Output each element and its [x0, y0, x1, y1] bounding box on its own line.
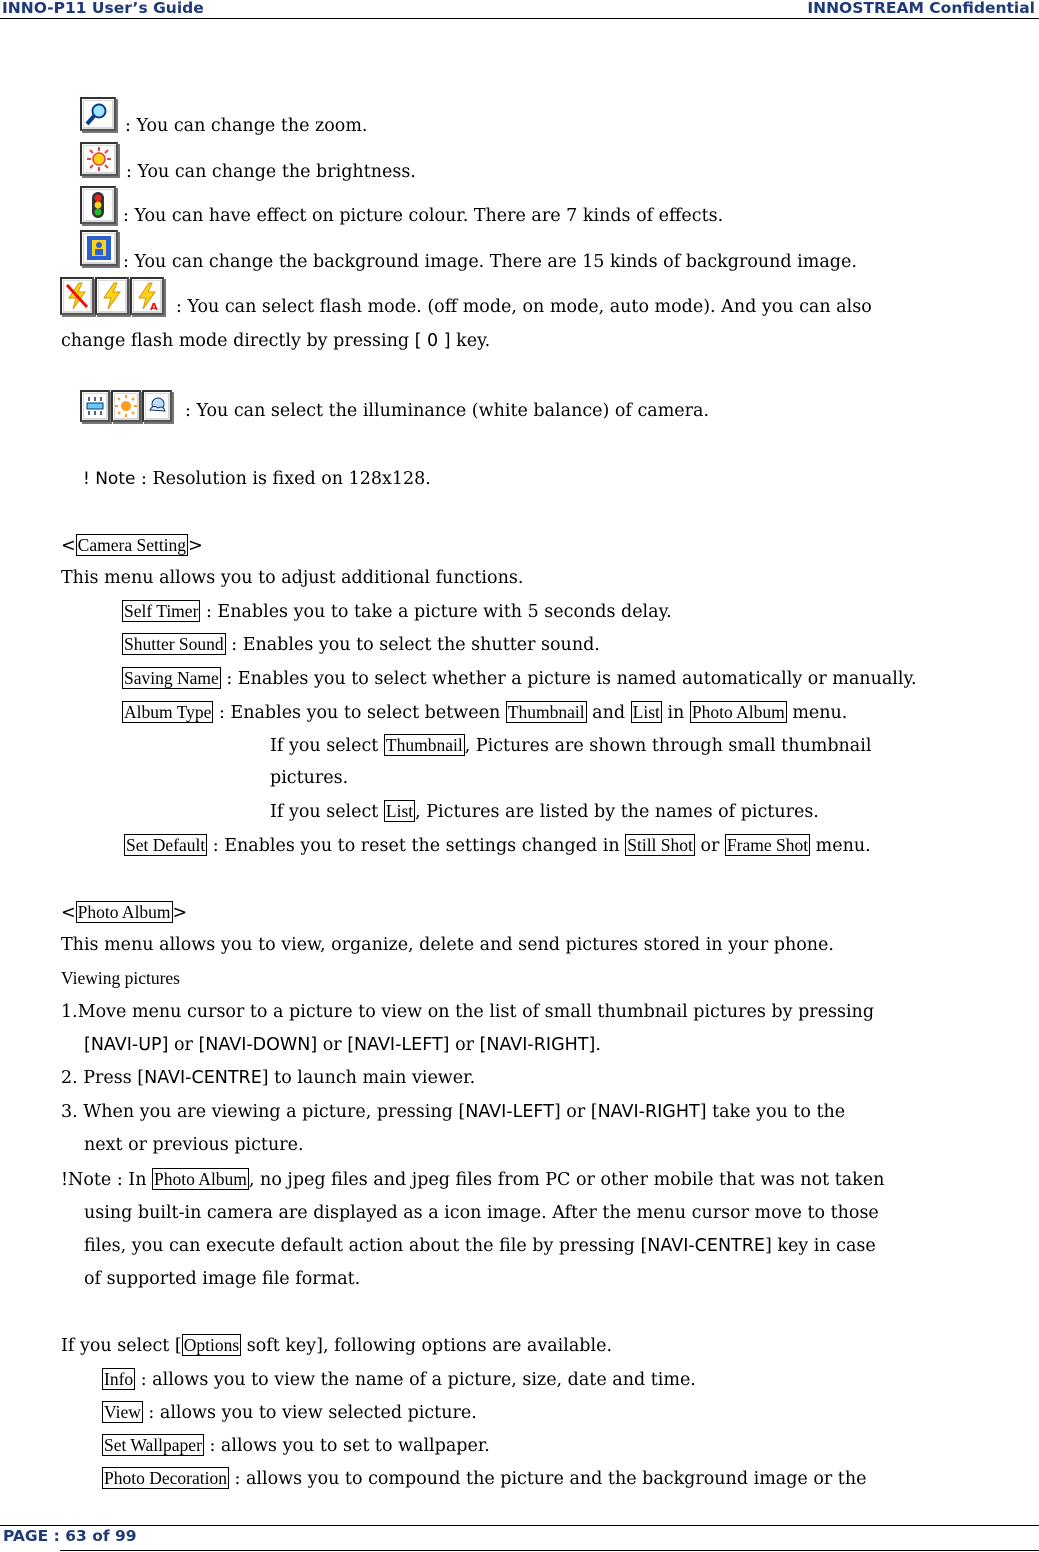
thumbnail-line-cont: pictures.	[270, 768, 349, 788]
shutter-sound-item: Shutter Sound : Enables you to select the shutter sound.	[124, 634, 600, 655]
wb-fluorescent-icon	[80, 390, 110, 422]
option-photo-decoration: Photo Decoration : allows you to compound the picture and the background image or the	[104, 1468, 867, 1489]
step-1: 1.Move menu cursor to a picture to view on the list of small thumbnail pictures by pressing	[61, 1002, 875, 1022]
album-type-item: Album Type : Enables you to select between Thumbnail and List in Photo Album menu.	[124, 702, 848, 723]
self-timer-item: Self Timer : Enables you to take a picture with 5 seconds delay.	[124, 601, 672, 622]
wb-sunny-icon	[111, 390, 141, 422]
saving-name-item: Saving Name : Enables you to select whether a picture is named automatically or manually.	[124, 668, 917, 689]
svg-text:A: A	[150, 302, 158, 311]
background-image-icon	[80, 230, 118, 266]
flash-auto-icon	[130, 277, 164, 315]
flash-text-cont: change flash mode directly by pressing [ 0 ] key.	[61, 331, 491, 351]
photo-album-intro: This menu allows you to view, organize, delete and send pictures stored in your phone.	[61, 935, 834, 955]
key-zero: [ 0 ]	[414, 331, 451, 351]
page-footer	[0, 1525, 1039, 1552]
step-3: 3. When you are viewing a picture, pressing [NAVI-LEFT] or [NAVI-RIGHT] take you to the	[61, 1102, 846, 1122]
option-view: View : allows you to view selected picture.	[104, 1402, 477, 1423]
step-3-cont: next or previous picture.	[84, 1135, 304, 1155]
flash-off-icon	[60, 277, 94, 315]
option-set-wallpaper: Set Wallpaper : allows you to set to wallpaper.	[104, 1435, 490, 1456]
photo-album-heading: < Photo Album >	[61, 902, 188, 923]
effect-text: : You can have effect on picture colour. There are 7 kinds of effects.	[123, 206, 724, 226]
header-right: INNOSTREAM Confidential	[807, 0, 1035, 17]
step-1-keys: [NAVI-UP] or [NAVI-DOWN] or [NAVI-LEFT] or [NAVI-RIGHT].	[84, 1035, 601, 1055]
flash-on-icon	[95, 277, 129, 315]
camera-setting-heading: < Camera Setting >	[61, 535, 203, 556]
viewing-pictures-title: Viewing pictures	[61, 968, 180, 988]
header-left: INNO-P11 User’s Guide	[2, 0, 204, 17]
brightness-icon	[80, 142, 118, 176]
zoom-text: : You can change the zoom.	[125, 116, 368, 136]
effect-icon	[80, 186, 116, 224]
photo-album-note-cont3: of supported image file format.	[84, 1269, 361, 1289]
options-intro: If you select [ Options soft key], following options are available.	[61, 1335, 613, 1356]
step-2: 2. Press [NAVI-CENTRE] to launch main viewer.	[61, 1068, 476, 1088]
wb-cloudy-icon	[142, 390, 172, 422]
set-default-item: Set Default : Enables you to reset the settings changed in Still Shot or Frame Shot menu.	[126, 835, 871, 856]
list-line: If you select List , Pictures are listed by the names of pictures.	[270, 801, 819, 822]
option-info: Info : allows you to view the name of a picture, size, date and time.	[104, 1369, 696, 1390]
page-number: PAGE : 63 of 99	[3, 1527, 137, 1545]
background-text: : You can change the background image. There are 15 kinds of background image.	[123, 252, 857, 272]
camera-setting-intro: This menu allows you to adjust additional functions.	[61, 568, 524, 588]
thumbnail-line: If you select Thumbnail , Pictures are shown through small thumbnail	[270, 735, 872, 756]
photo-album-note-cont2: files, you can execute default action about the file by pressing [NAVI-CENTRE] key in case	[84, 1236, 876, 1256]
note-resolution: ! Note : Resolution is fixed on 128x128.	[83, 469, 431, 489]
photo-album-note: !Note : In Photo Album , no jpeg files and jpeg files from PC or other mobile that was not taken	[61, 1169, 885, 1190]
page-header	[0, 0, 1039, 19]
illuminance-text: : You can select the illuminance (white balance) of camera.	[185, 401, 710, 421]
flash-text: : You can select flash mode. (off mode, on mode, auto mode). And you can also	[176, 297, 872, 317]
photo-album-note-cont1: using built-in camera are displayed as a icon image. After the menu cursor move to those	[84, 1203, 879, 1223]
zoom-icon	[80, 97, 116, 131]
brightness-text: : You can change the brightness.	[126, 162, 416, 182]
